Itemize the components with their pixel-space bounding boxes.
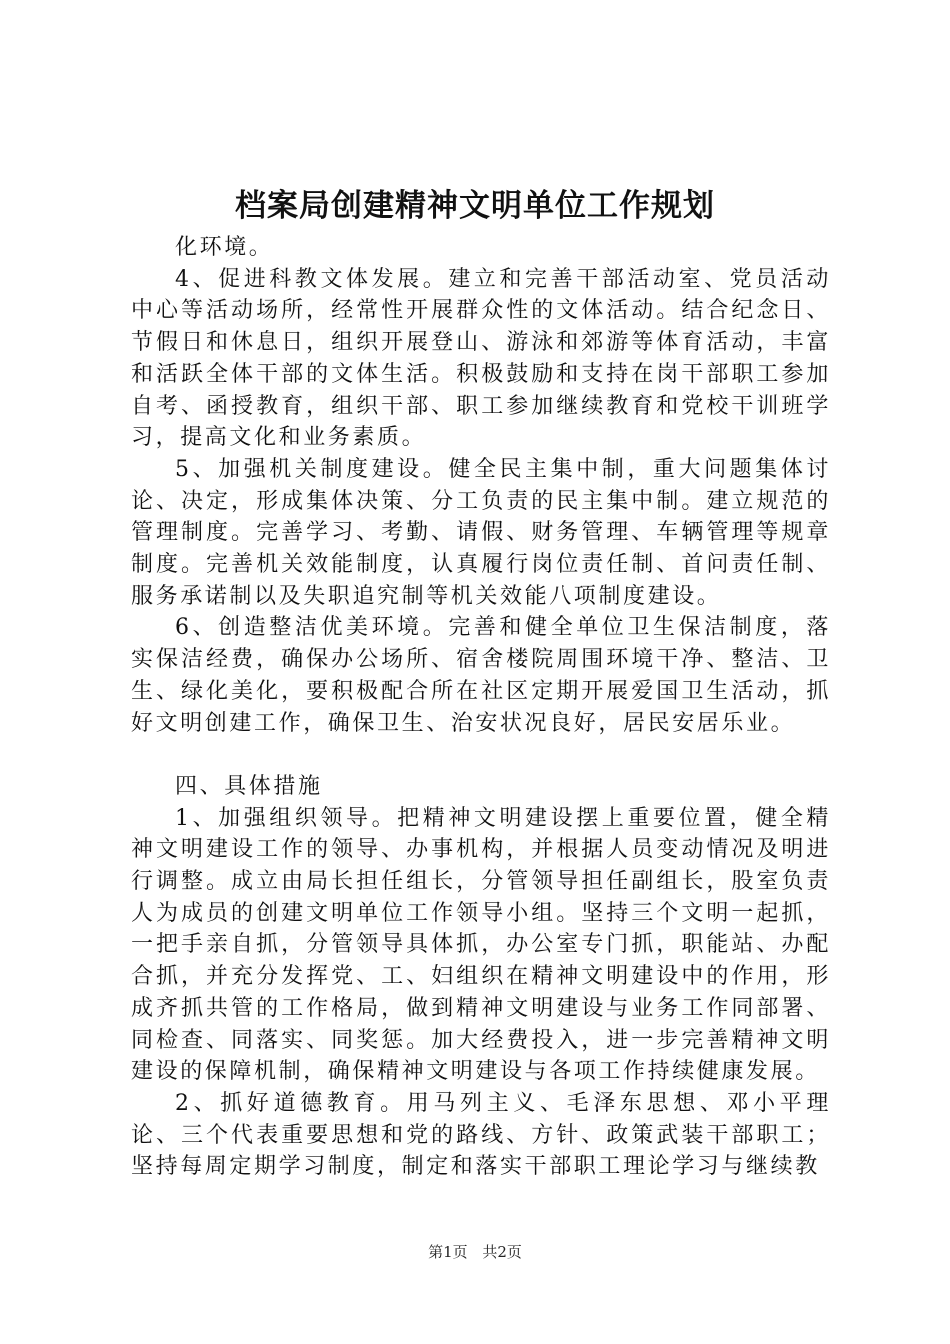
paragraph-measure-1: 1、加强组织领导。把精神文明建设摆上重要位置，健全精神文明建设工作的领导、办事机构，并根据人员变动情况及明进行调整。成立由局长担任组长，分管领导担任副组长，股室负责人为成员的创建文明单位工作领导小组。坚持三个文明一起抓，一把手亲自抓，分管领导具体抓，办公室专门抓，职能站、办配合抓，并充分发挥党、工、妇组织在精神文明建设中的作用，形成齐抓共管的工作格局，做到精神文明建设与业务工作同部署、同检查、同落实、同奖惩。加大经费投入，进一步完善精神文明建设的保障机制，确保精神文明建设与各项工作持续健康发展。 <box>131 805 831 1085</box>
document-title: 档案局创建精神文明单位工作规划 <box>235 188 715 224</box>
paragraph-spacer <box>131 739 831 771</box>
paragraph-item-6: 6、创造整洁优美环境。完善和健全单位卫生保洁制度，落实保洁经费，确保办公场所、宿舍楼院周围环境干净、整洁、卫生、绿化美化，要积极配合所在社区定期开展爱国卫生活动，抓好文明创建工作，确保卫生、治安状况良好，居民安居乐业。 <box>131 615 831 736</box>
page-total: 共2页 <box>482 1243 522 1261</box>
paragraph-continuation: 化环境。 <box>175 235 274 260</box>
paragraph-item-4: 4、促进科教文体发展。建立和完善干部活动室、党员活动中心等活动场所，经常性开展群众性的文体活动。结合纪念日、节假日和休息日，组织开展登山、游泳和郊游等体育活动，丰富和活跃全体干部的文体生活。积极鼓励和支持在岗干部职工参加自考、函授教育，组织干部、职工参加继续教育和党校干训班学习，提高文化和业务素质。 <box>131 266 831 451</box>
page-footer <box>0 1242 950 1262</box>
paragraph-item-5: 5、加强机关制度建设。健全民主集中制，重大问题集体讨论、决定，形成集体决策、分工负责的民主集中制。建立规范的管理制度。完善学习、考勤、请假、财务管理、车辆管理等规章制度。完善机关效能制度，认真履行岗位责任制、首问责任制、服务承诺制以及失职追究制等机关效能八项制度建设。 <box>131 456 831 609</box>
page-number: 第1页 <box>428 1243 468 1261</box>
document-body <box>131 232 831 1183</box>
section-heading: 四、具体措施 <box>175 773 323 799</box>
paragraph-measure-2: 2、抓好道德教育。用马列主义、毛泽东思想、邓小平理论、三个代表重要思想和党的路线、方针、政策武装干部职工；坚持每周定期学习制度，制定和落实干部职工理论学习与继续教 <box>131 1090 831 1180</box>
